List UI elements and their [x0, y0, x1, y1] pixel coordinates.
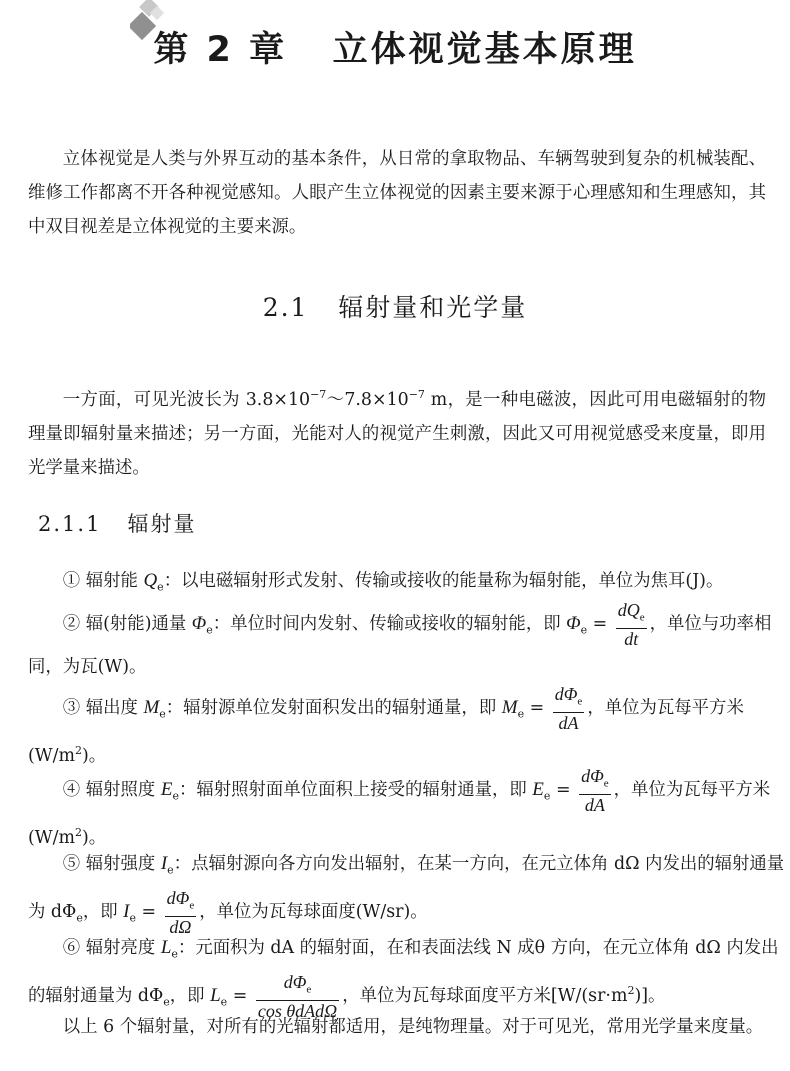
intro-paragraph: 立体视觉是人类与外界互动的基本条件，从日常的拿取物品、车辆驾驶到复杂的机械装配、维修工作都离不开各种视觉感知。人眼产生立体视觉的因素主要来源于心理感知和生理感知，其中双目视差是立体视觉的主要来源。	[28, 149, 766, 237]
list-item: ② 辐(射能)通量 $\Phi_e$：单位时间内发射、传输或接收的辐射能，即 $\Phi_e$ = $\frac{dQ_e}{dt}$ ，单位与功率相同，为瓦(W)。	[28, 600, 772, 677]
list-item: ① 辐射能 $Q_e$：以电磁辐射形式发射、传输或接收的能量称为辐射能，单位为焦耳(J)。	[62, 570, 724, 594]
chapter-title: 立体视觉基本原理	[332, 30, 637, 70]
chapter-heading	[0, 22, 790, 72]
fraction: $\frac{d\Phi_e}{d\Omega}$	[166, 888, 195, 938]
section-title: 辐射量和光学量	[338, 293, 528, 322]
section-paragraph: 一方面，可见光波长为 $3.8\times 10^{-7}\sim 7.8\times 10^{-7}$ m，是一种电磁波，因此可用电磁辐射的物理量即辐射量来描述；另一方面，光能对人的视觉产生刺激，因此又可用视觉感受来度量，即用光学量来描述。	[28, 388, 767, 478]
subsection-number: 2.1.1	[38, 512, 102, 536]
list-item: ④ 辐射照度 $E_e$：辐射照射面单位面积上接受的辐射通量，即 $E_e$ = $\frac{d\Phi_e}{dA}$ ，单位为瓦每平方米$(W/m^2)$。	[28, 766, 771, 848]
chapter-label: 第 2 章	[153, 30, 288, 70]
closing-paragraph: 以上 6 个辐射量，对所有的光辐射都适用，是纯物理量。对于可见光，常用光学量来度量。	[62, 1017, 764, 1037]
subsection-heading	[38, 508, 196, 538]
fraction: $\frac{dQ_e}{dt}$	[617, 600, 645, 649]
list-item: ⑥ 辐射亮度 $L_e$：元面积为 dA 的辐射面，在和表面法线 N 成θ 方向，在元立体角 dΩ 内发出的辐射通量为 $d\Phi_e$，即 $L_e$ = $\frac{d\Phi_e}{\text{cos θdAdΩ}}$ ，单位为瓦每球面度平方米$[W/(sr\cdot m^2)]$。	[28, 937, 779, 1022]
list-item: ⑤ 辐射强度 $I_e$：点辐射源向各方向发出辐射，在某一方向，在元立体角 dΩ 内发出的辐射通量为 $d\Phi_e$，即 $I_e$ = $\frac{d\Phi_e}{d\Omega}$ ，单位为瓦每球面度(W/sr)。	[28, 853, 785, 938]
fraction: $\frac{d\Phi_e}{dA}$	[581, 766, 609, 815]
list-item: ③ 辐出度 $M_e$：辐射源单位发射面积发出的辐射通量，即 $M_e$ = $\frac{d\Phi_e}{dA}$ ，单位为瓦每平方米$(W/m^2)$。	[28, 684, 744, 766]
fraction: $\frac{d\Phi_e}{\text{cos θdAdΩ}}$	[257, 972, 338, 1022]
section-heading	[0, 288, 790, 324]
fraction: $\frac{d\Phi_e}{dA}$	[554, 684, 583, 733]
section-number: 2.1	[262, 293, 309, 322]
subsection-title: 辐射量	[127, 512, 197, 536]
